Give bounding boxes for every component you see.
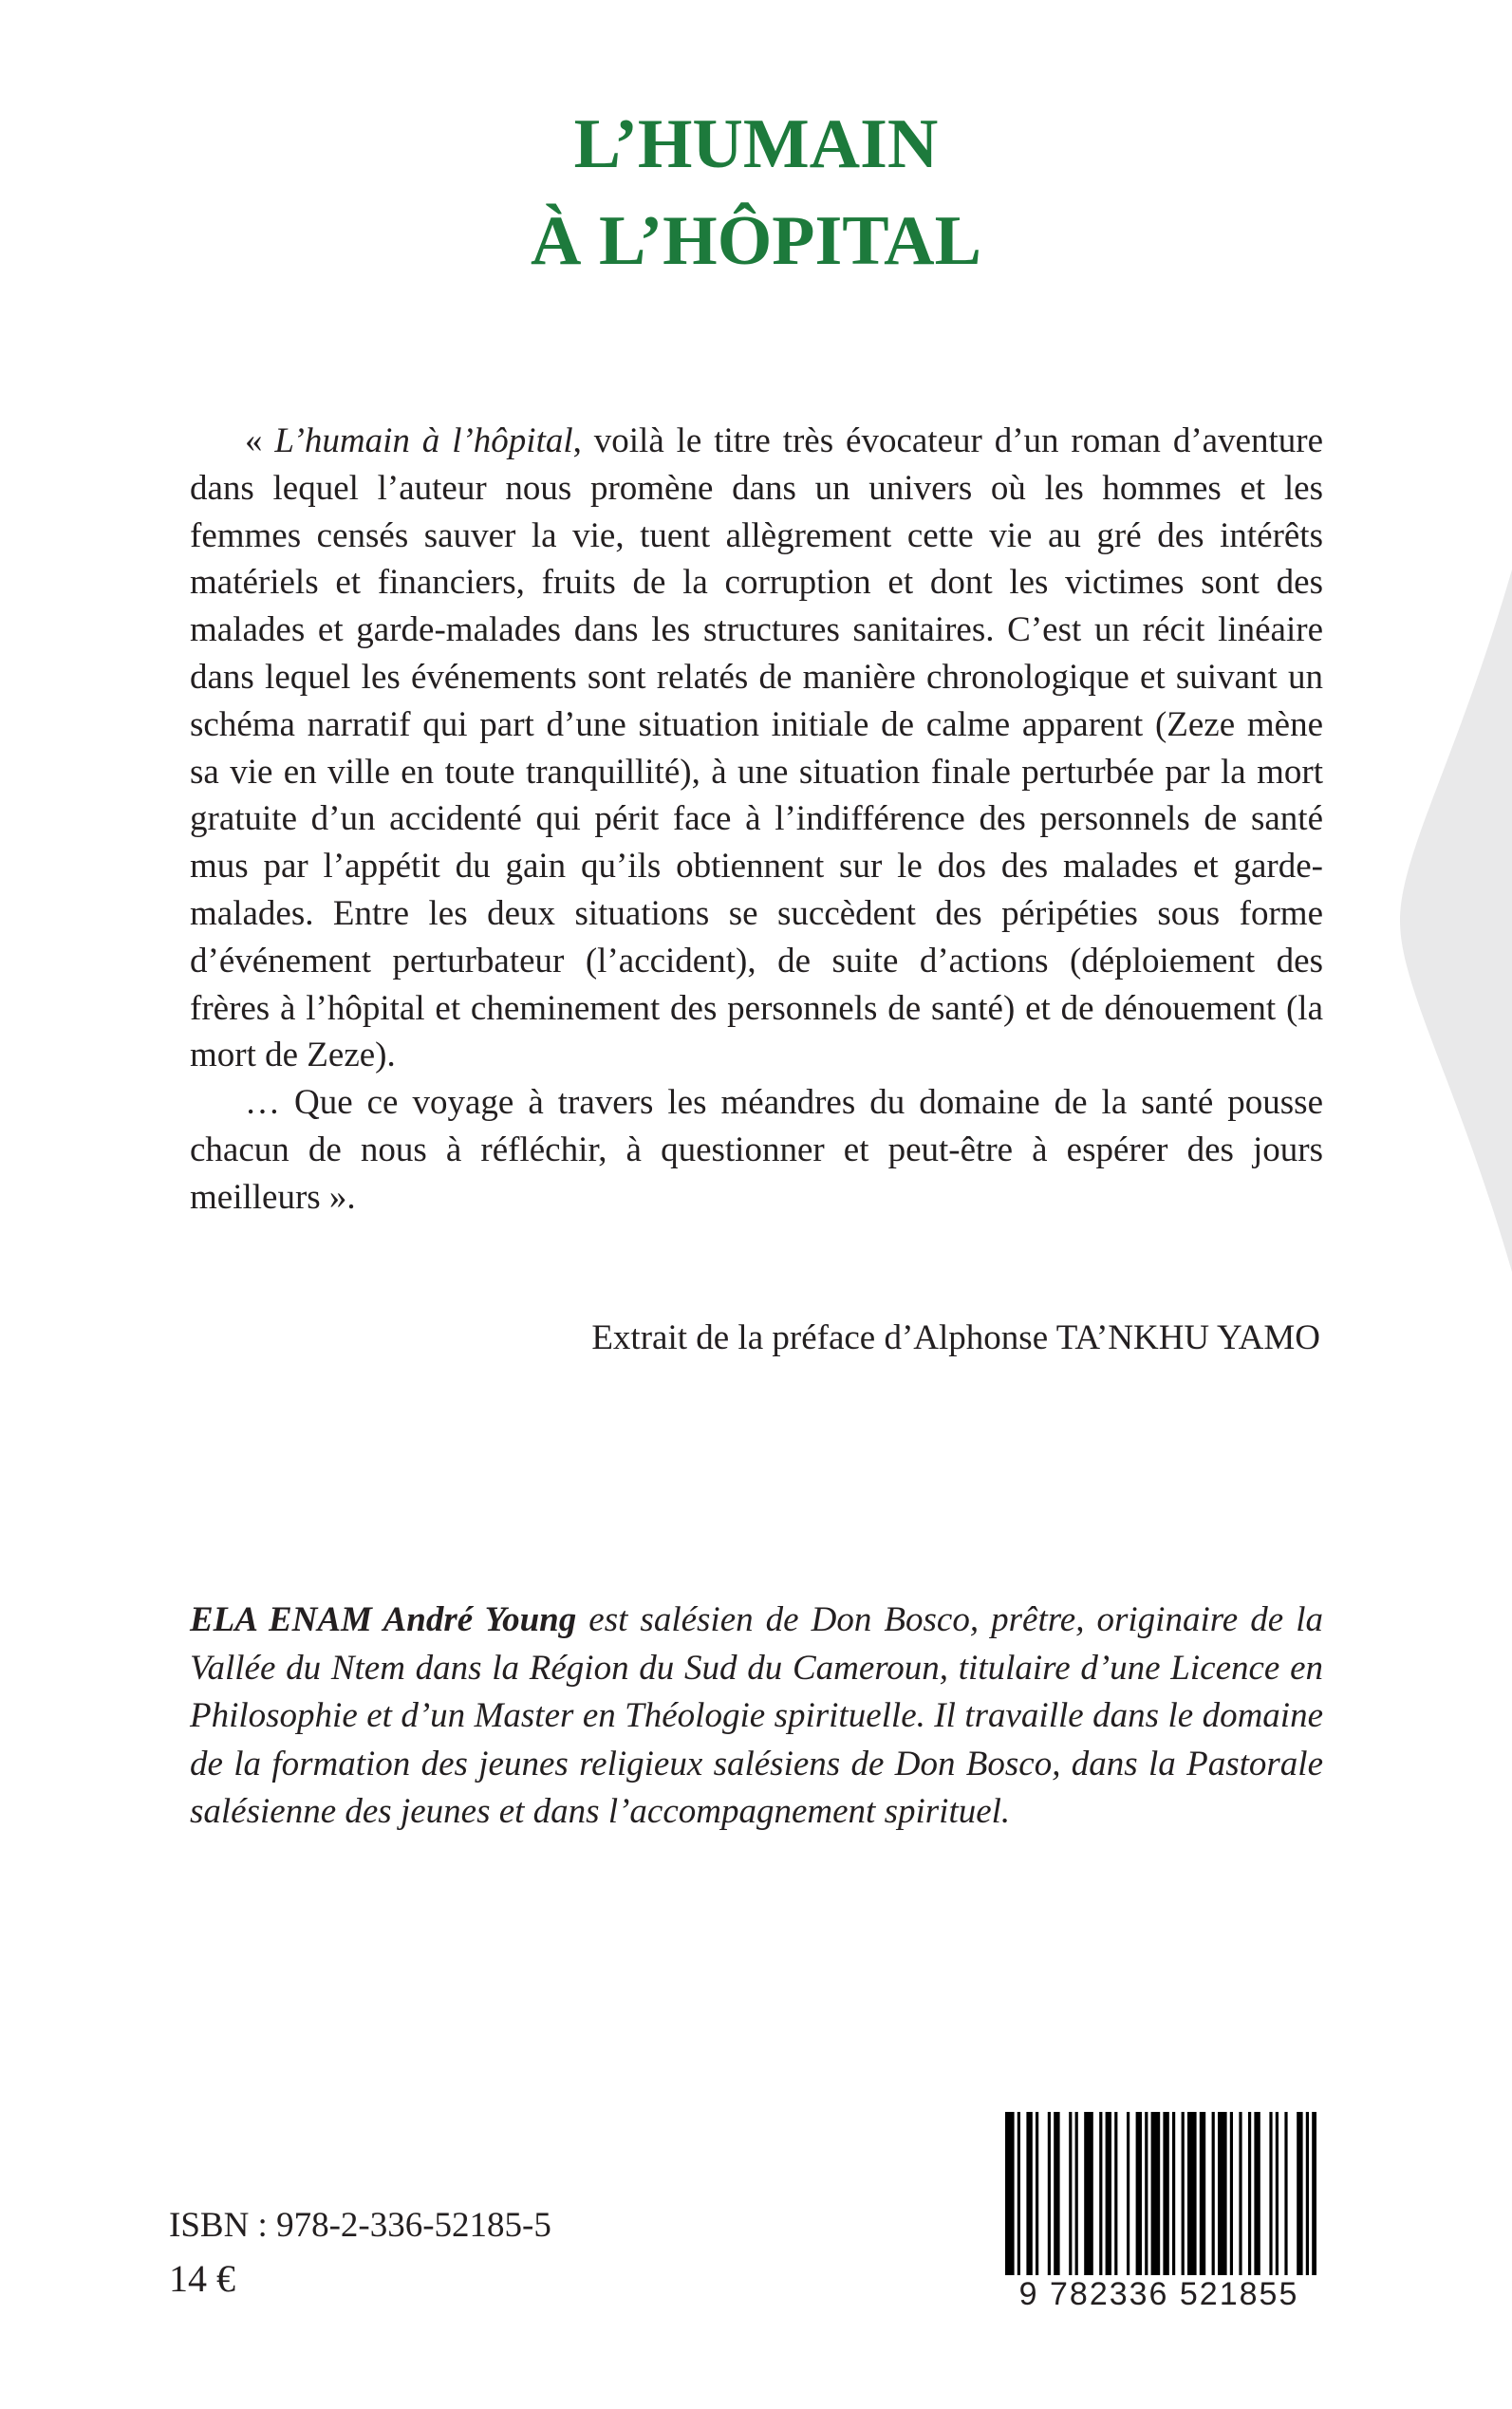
barcode-bar — [1069, 2112, 1072, 2275]
barcode-bar — [1075, 2112, 1078, 2275]
barcode-bar — [1036, 2112, 1038, 2275]
author-bio-text: est salésien de Don Bosco, prêtre, originaire de la Vallée du Ntem dans la Région du Sud du Cameroun, titulaire d’une Licence en Philosophie et d’un Master en Théologie spirituelle. Il travaille dans le domaine de la formation des jeunes religieux salésiens de Don Bosco, dans la Pastorale salésienne des jeunes et dans l’accompagnement spirituel. — [190, 1600, 1323, 1831]
barcode-bar — [1017, 2112, 1020, 2275]
barcode-bar — [1127, 2112, 1129, 2275]
author-name: ELA ENAM André Young — [190, 1600, 577, 1639]
barcode-bar — [1136, 2112, 1142, 2275]
barcode-bar — [1182, 2112, 1185, 2275]
barcode-bar — [1084, 2112, 1093, 2275]
cited-title: L’humain à l’hôpital — [274, 421, 573, 460]
barcode-digits: 9 782336 521855 — [1001, 2275, 1316, 2313]
preface-paragraph-1 — [190, 418, 1323, 1079]
opening-quote: « — [245, 421, 275, 460]
barcode-bar — [1005, 2112, 1015, 2275]
book-title-line-2: À L’HÔPITAL — [531, 202, 981, 280]
preface-attribution: Extrait de la préface d’Alphonse TA’NKHU YAMO — [591, 1318, 1320, 1357]
barcode-bar — [1212, 2112, 1215, 2275]
preface-excerpt — [190, 418, 1323, 1222]
barcode-bar — [1163, 2112, 1168, 2275]
barcode-bar — [1248, 2112, 1251, 2275]
barcode-bar — [1306, 2112, 1309, 2275]
barcode — [1001, 2112, 1316, 2313]
decorative-edge-shape — [1400, 570, 1512, 1272]
price: 14 € — [169, 2257, 235, 2300]
isbn: ISBN : 978-2-336-52185-5 — [169, 2206, 551, 2245]
barcode-bar — [1297, 2112, 1302, 2275]
preface-paragraph-2: … Que ce voyage à travers les méandres du domaine de la santé pousse chacun de nous à réfléchir, à questionner et peut-être à espérer des jours meilleurs ». — [190, 1083, 1323, 1217]
barcode-bar — [1172, 2112, 1175, 2275]
barcode-bar — [1269, 2112, 1272, 2275]
barcode-bar — [1099, 2112, 1102, 2275]
barcode-bar — [1276, 2112, 1279, 2275]
barcode-bar — [1254, 2112, 1260, 2275]
barcode-bar — [1200, 2112, 1205, 2275]
barcode-bar — [1312, 2112, 1316, 2275]
barcode-bar — [1026, 2112, 1032, 2275]
barcode-bar — [1151, 2112, 1161, 2275]
barcode-bar — [1230, 2112, 1233, 2275]
barcode-bars — [1001, 2112, 1316, 2275]
barcode-bar — [1054, 2112, 1059, 2275]
book-title-line-1: L’HUMAIN — [573, 105, 939, 183]
barcode-bar — [1048, 2112, 1051, 2275]
barcode-bar — [1239, 2112, 1241, 2275]
barcode-bar — [1187, 2112, 1197, 2275]
barcode-bar — [1106, 2112, 1111, 2275]
barcode-bar — [1145, 2112, 1148, 2275]
barcode-bar — [1218, 2112, 1227, 2275]
preface-paragraph-1-text: , voilà le titre très évocateur d’un roman d’aventure dans lequel l’auteur nous promène dans un univers où les hommes et les femmes censés sauver la vie, tuent allègrement cette vie au gré des intérêts matériels et financiers, fruits de la corruption et dont les victimes sont des malades et garde-malades dans les structures sanitaires. C’est un récit linéaire dans lequel les événements sont relatés de manière chronologique et suivant un schéma narratif qui part d’une situation initiale de calme apparent (Zeze mène sa vie en ville en toute tranquillité), à une situation finale perturbée par la mort gratuite d’un accidenté qui périt face à l’indifférence des personnels de santé mus par l’appétit du gain qu’ils obtiennent sur le dos des malades et garde-malades. Entre les deux situations se succèdent des péripéties sous forme d’événement perturbateur (l’accident), de suite d’actions (déploiement des frères à l’hôpital et cheminement des personnels de santé) et de dénouement (la mort de Zeze). — [190, 421, 1324, 1075]
author-bio — [190, 1597, 1323, 1837]
barcode-bar — [1284, 2112, 1287, 2275]
barcode-bar — [1114, 2112, 1117, 2275]
